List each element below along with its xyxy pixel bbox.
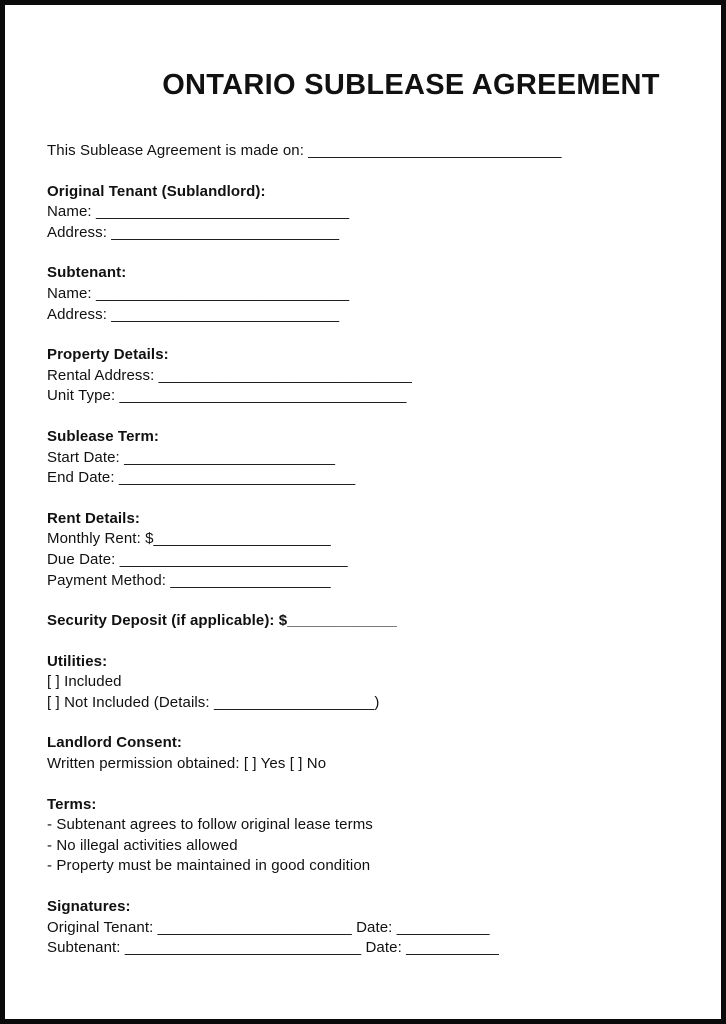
section-property-details-heading: Property Details: bbox=[47, 346, 169, 364]
field-monthly-rent: Monthly Rent: $_____________________ bbox=[47, 530, 331, 548]
checkbox-utilities-included: [ ] Included bbox=[47, 673, 122, 691]
section-signatures bbox=[47, 897, 703, 959]
field-end-date: End Date: ____________________________ bbox=[47, 469, 356, 487]
signature-original-tenant-line: Original Tenant: _______________________ Date: ___________ bbox=[47, 918, 490, 936]
field-security-deposit: Security Deposit (if applicable): $_____________ bbox=[47, 612, 397, 630]
section-terms bbox=[47, 795, 703, 877]
section-signatures-heading: Signatures: bbox=[47, 898, 131, 916]
section-landlord-consent-heading: Landlord Consent: bbox=[47, 734, 183, 752]
section-sublease-term-heading: Sublease Term: bbox=[47, 427, 159, 445]
field-rental-address: Rental Address: ______________________________ bbox=[47, 366, 412, 384]
term-item-maintain-condition: - Property must be maintained in good condition bbox=[47, 857, 371, 875]
field-start-date: Start Date: _________________________ bbox=[47, 448, 336, 466]
section-sublease-term bbox=[47, 427, 703, 489]
field-unit-type: Unit Type: __________________________________ bbox=[47, 387, 407, 405]
section-security-deposit bbox=[47, 611, 703, 632]
field-subtenant-address: Address: ___________________________ bbox=[47, 305, 340, 323]
section-subtenant bbox=[47, 263, 703, 325]
field-subtenant-name: Name: ______________________________ bbox=[47, 284, 350, 302]
section-landlord-consent bbox=[47, 733, 703, 774]
field-original-tenant-address: Address: ___________________________ bbox=[47, 223, 340, 241]
section-rent-details bbox=[47, 509, 703, 591]
field-due-date: Due Date: ___________________________ bbox=[47, 550, 348, 568]
section-terms-heading: Terms: bbox=[47, 795, 97, 813]
checkbox-utilities-not-included: [ ] Not Included (Details: ___________________) bbox=[47, 693, 380, 711]
section-utilities-heading: Utilities: bbox=[47, 652, 108, 670]
field-original-tenant-name: Name: ______________________________ bbox=[47, 203, 350, 221]
section-original-tenant bbox=[47, 182, 703, 244]
section-utilities bbox=[47, 652, 703, 714]
section-rent-details-heading: Rent Details: bbox=[47, 509, 140, 527]
checkbox-written-permission: Written permission obtained: [ ] Yes [ ] No bbox=[47, 755, 327, 773]
section-original-tenant-heading: Original Tenant (Sublandlord): bbox=[47, 182, 266, 200]
intro-made-on-line: This Sublease Agreement is made on: ______________________________ bbox=[47, 142, 562, 159]
field-payment-method: Payment Method: ___________________ bbox=[47, 571, 331, 589]
signature-subtenant-line: Subtenant: ____________________________ Date: ___________ bbox=[47, 939, 499, 957]
term-item-no-illegal-activities: - No illegal activities allowed bbox=[47, 836, 238, 854]
section-subtenant-heading: Subtenant: bbox=[47, 264, 127, 282]
term-item-follow-lease: - Subtenant agrees to follow original lease terms bbox=[47, 816, 373, 834]
document-title: ONTARIO SUBLEASE AGREEMENT bbox=[162, 69, 660, 101]
section-property-details bbox=[47, 345, 703, 407]
